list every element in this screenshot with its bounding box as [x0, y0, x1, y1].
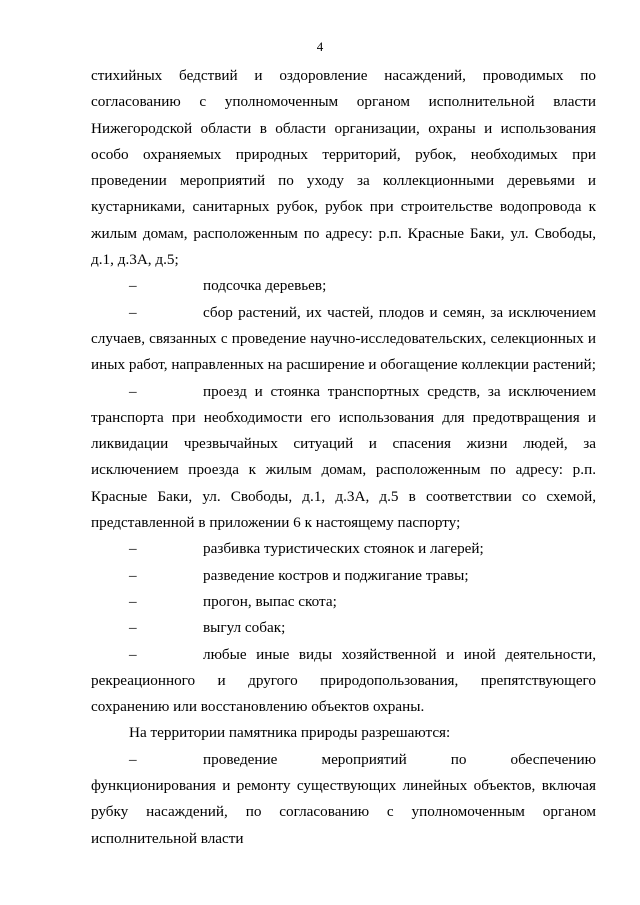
list-dash: –	[129, 592, 137, 610]
list-item-text: сбор растений, их частей, плодов и семян, за исключением случаев, связанных с проведение научно-исследовательских, селекционных и иных работ, направленных на расширение и обогащение коллекции растений;	[91, 303, 596, 374]
list-dash: –	[129, 566, 137, 584]
list-item-text: любые иные виды хозяйственной и иной деятельности, рекреационного и другого природопользования, препятствующего сохранению или восстановлению объектов охраны.	[91, 645, 596, 716]
list-dash: –	[129, 277, 137, 295]
list-item-text: выгул собак;	[203, 619, 286, 637]
list-item-plant-collection	[91, 300, 596, 379]
list-item-linear-objects	[91, 747, 596, 852]
list-item-tourist-camps	[91, 536, 596, 562]
list-item-text: проезд и стоянка транспортных средств, за исключением транспорта при необходимости его использования для предотвращения и ликвидации чрезвычайных ситуаций и спасения жизни людей, за исключением проезда к жилым домам, расположенным по адресу: р.п. Красные Баки, ул. Свободы, д.1, д.3А, д.5 в соответствии со схемой, представленной в приложении 6 к настоящему паспорту;	[91, 382, 596, 532]
list-item-text: проведение мероприятий по обеспечению функционирования и ремонту существующих линейных объектов, включая рубку насаждений, по согласованию с уполномоченным органом исполнительной власти	[91, 750, 596, 847]
page-number: 4	[316, 39, 324, 54]
paragraph-continuation: стихийных бедствий и оздоровление насаждений, проводимых по согласованию с уполномоченным органом исполнительной власти Нижегородской области в области организации, охраны и использования особо охраняемых природных территорий, рубок, необходимых при проведении мероприятий по уходу за коллекционными деревьями и кустарниками, санитарных рубок, рубок при строительстве водопровода к жилым домам, расположенным по адресу: р.п. Красные Баки, ул. Свободы, д.1, д.3А, д.5;	[91, 67, 596, 269]
list-item-dog-walking	[91, 615, 596, 641]
list-item-tapping	[91, 273, 596, 299]
list-dash: –	[129, 382, 137, 400]
list-dash: –	[129, 645, 137, 663]
list-item-other-activities	[91, 642, 596, 721]
list-item-text: подсочка деревьев;	[203, 277, 327, 295]
list-dash: –	[129, 303, 137, 321]
list-item-text: разбивка туристических стоянок и лагерей;	[203, 540, 484, 558]
list-item-fires	[91, 563, 596, 589]
list-item-text: разведение костров и поджигание травы;	[203, 566, 469, 584]
list-dash: –	[129, 750, 137, 768]
list-item-text: прогон, выпас скота;	[203, 592, 337, 610]
list-item-vehicle-passage	[91, 379, 596, 537]
paragraph-allowed-heading: На территории памятника природы разрешаются:	[129, 724, 451, 742]
list-item-grazing	[91, 589, 596, 615]
list-dash: –	[129, 540, 137, 558]
list-dash: –	[129, 619, 137, 637]
document-body	[91, 63, 596, 852]
